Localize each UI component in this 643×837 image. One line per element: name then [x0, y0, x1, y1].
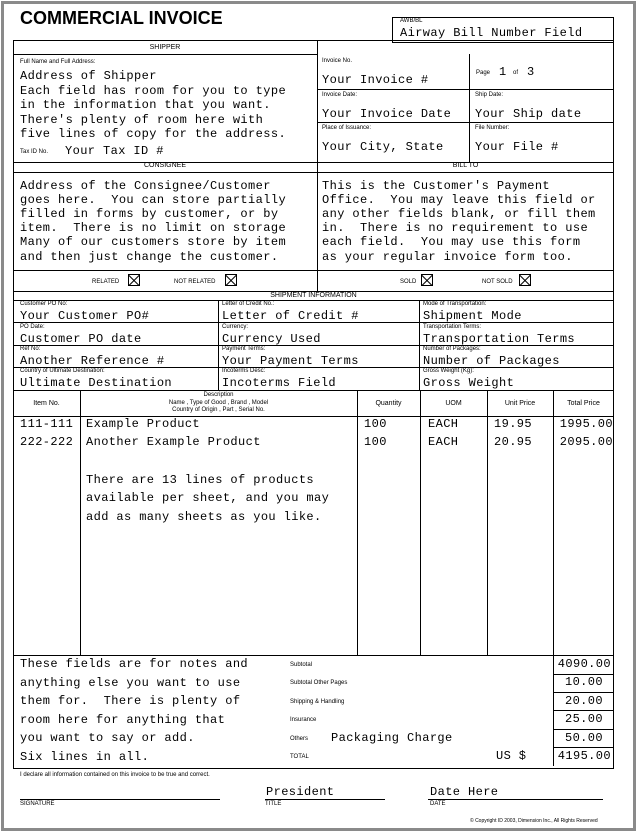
destination-field[interactable]: Ultimate Destination: [20, 376, 173, 390]
transport-terms-field[interactable]: Transportation Terms: [423, 332, 576, 346]
shipper-line-4[interactable]: There's plenty of room here with: [20, 113, 264, 127]
notes-line-3[interactable]: them for. There is plenty of: [20, 694, 241, 708]
page-label: Page: [476, 70, 491, 76]
bill-to-line-6[interactable]: as your regular invoice form too.: [322, 250, 573, 264]
shipper-label: Full Name and Full Address:: [20, 59, 96, 65]
title-label: TITLE: [265, 801, 282, 807]
currency-symbol: US $: [496, 749, 527, 763]
invoice-date-label: Invoice Date:: [322, 92, 358, 98]
row2-quantity[interactable]: 100: [364, 435, 387, 449]
related-label: RELATED: [92, 279, 120, 285]
row2-description[interactable]: Another Example Product: [86, 435, 261, 449]
row1-description[interactable]: Example Product: [86, 417, 201, 431]
row1-unit-price[interactable]: 19.95: [494, 417, 533, 431]
mode-of-transport-field[interactable]: Shipment Mode: [423, 309, 522, 323]
invoice-no-field[interactable]: Your Invoice #: [322, 73, 429, 87]
notes-line-6[interactable]: Six lines in all.: [20, 750, 150, 764]
currency-field[interactable]: Currency Used: [222, 332, 321, 346]
packages-label: Number of Packages:: [423, 346, 481, 352]
shipping-value[interactable]: 20.00: [564, 694, 603, 708]
others-label: Others: [290, 736, 309, 742]
incoterms-field[interactable]: Incoterms Field: [222, 376, 337, 390]
signature-label: SIGNATURE: [20, 801, 55, 807]
page-title: COMMERCIAL INVOICE: [20, 8, 223, 28]
col-unit-price: Unit Price: [504, 400, 536, 407]
gross-weight-label: Gross Weight (Kg):: [423, 368, 474, 374]
others-description[interactable]: Packaging Charge: [331, 731, 453, 745]
notes-line-1[interactable]: These fields are for notes and: [20, 657, 249, 671]
bill-to-line-2[interactable]: Office. You may leave this field or: [322, 193, 596, 207]
file-number-field[interactable]: Your File #: [475, 140, 559, 154]
item-note-line-2[interactable]: available per sheet, and you may: [86, 491, 330, 505]
item-note-line-1[interactable]: There are 13 lines of products: [86, 473, 315, 487]
bill-to-line-4[interactable]: in. There is no requirement to use: [322, 221, 589, 235]
consignee-line-3[interactable]: filled in forms by customer, or by: [20, 207, 279, 221]
notes-line-4[interactable]: room here for anything that: [20, 713, 226, 727]
not-sold-checkbox[interactable]: [519, 274, 531, 286]
consignee-line-4[interactable]: item. There is no limit on storage: [20, 221, 287, 235]
page-total[interactable]: 3: [527, 65, 535, 79]
shipper-header: SHIPPER: [149, 44, 181, 51]
notes-line-5[interactable]: you want to say or add.: [20, 731, 195, 745]
customer-po-field[interactable]: Your Customer PO#: [20, 309, 150, 323]
payment-terms-field[interactable]: Your Payment Terms: [222, 354, 359, 368]
tax-id-field[interactable]: Your Tax ID #: [65, 144, 164, 158]
consignee-line-1[interactable]: Address of the Consignee/Customer: [20, 179, 271, 193]
row1-uom[interactable]: EACH: [428, 417, 459, 431]
po-date-label: PO Date:: [20, 324, 45, 330]
page-of-label: of: [513, 70, 519, 76]
shipper-line-1[interactable]: Address of Shipper: [20, 69, 157, 83]
bill-to-line-1[interactable]: This is the Customer's Payment: [322, 179, 551, 193]
date-field[interactable]: Date Here: [430, 785, 499, 799]
insurance-value[interactable]: 25.00: [564, 712, 603, 726]
col-description-line-2: Name , Type of Good , Brand , Model: [168, 400, 269, 406]
declaration-text: I declare all information contained on this invoice to be true and correct.: [20, 772, 210, 778]
other-pages-value[interactable]: 10.00: [564, 675, 603, 689]
place-label: Place of Issuance:: [322, 125, 372, 131]
col-quantity: Quantity: [375, 400, 402, 407]
transport-terms-label: Transportation Terms:: [423, 324, 482, 330]
file-number-label: File Number:: [475, 125, 510, 131]
title-field[interactable]: President: [266, 785, 335, 799]
col-description: Description: [203, 392, 234, 398]
page-number[interactable]: 1: [499, 65, 507, 79]
consignee-line-6[interactable]: and then just change the customer.: [20, 250, 279, 264]
date-label: DATE: [430, 801, 446, 807]
shipper-line-5[interactable]: five lines of copy for the address.: [20, 127, 287, 141]
bill-to-line-5[interactable]: each field. You may use this form: [322, 235, 581, 249]
subtotal-value[interactable]: 4090.00: [557, 657, 611, 671]
row1-item-no[interactable]: 111-111: [20, 417, 74, 431]
currency-label: Currency:: [222, 324, 249, 330]
row2-unit-price[interactable]: 20.95: [494, 435, 533, 449]
row2-uom[interactable]: EACH: [428, 435, 459, 449]
awb-field[interactable]: Airway Bill Number Field: [400, 26, 583, 40]
shipper-line-2[interactable]: Each field has room for you to type: [20, 84, 287, 98]
copyright-text: © Copyright ID 2003, Dimension Inc., All Rights Reserved: [470, 818, 598, 824]
invoice-no-label: Invoice No.: [322, 58, 353, 64]
bill-to-header: BILL TO: [452, 162, 479, 169]
packages-field[interactable]: Number of Packages: [423, 354, 560, 368]
sold-label: SOLD: [400, 279, 417, 285]
place-field[interactable]: Your City, State: [322, 140, 444, 154]
awb-label: AWB/BL: [400, 18, 423, 24]
shipper-line-3[interactable]: in the information that you want.: [20, 98, 271, 112]
destination-label: Country of Ultimate Destination:: [20, 368, 105, 374]
col-total-price: Total Price: [567, 400, 600, 407]
ref-no-label: Ref No:: [20, 346, 41, 352]
shipping-label: Shipping & Handling: [290, 699, 345, 705]
total-label: TOTAL: [290, 754, 309, 760]
tax-id-label: Tax ID No.: [20, 149, 49, 155]
consignee-header: CONSIGNEE: [143, 162, 186, 169]
col-uom: UOM: [445, 400, 462, 407]
incoterms-label: Incoterms Desc:: [222, 368, 266, 374]
customer-po-label: Customer PO No:: [20, 301, 68, 307]
insurance-label: Insurance: [290, 717, 317, 723]
bill-to-line-3[interactable]: any other fields blank, or fill them: [322, 207, 596, 221]
other-pages-label: Subtotal Other Pages: [290, 680, 348, 686]
not-related-checkbox[interactable]: [225, 274, 237, 286]
consignee-line-2[interactable]: goes here. You can store partially: [20, 193, 287, 207]
notes-line-2[interactable]: anything else you want to use: [20, 676, 241, 690]
row2-item-no[interactable]: 222-222: [20, 435, 74, 449]
ship-date-field[interactable]: Your Ship date: [475, 107, 582, 121]
row2-total-price[interactable]: 2095.00: [559, 435, 613, 449]
related-checkbox[interactable]: [128, 274, 140, 286]
po-date-field[interactable]: Customer PO date: [20, 332, 142, 346]
payment-terms-label: Payment Terms:: [222, 346, 266, 352]
item-note-line-3[interactable]: add as many sheets as you like.: [86, 510, 322, 524]
consignee-line-5[interactable]: Many of our customers store by item: [20, 235, 287, 249]
ref-no-field[interactable]: Another Reference #: [20, 354, 165, 368]
not-related-label: NOT RELATED: [174, 279, 216, 285]
col-item-no: Item No.: [33, 400, 60, 407]
ship-date-label: Ship Date:: [475, 92, 504, 98]
letter-of-credit-label: Letter of Credit No.:: [222, 301, 275, 307]
gross-weight-field[interactable]: Gross Weight: [423, 376, 515, 390]
row1-quantity[interactable]: 100: [364, 417, 387, 431]
not-sold-label: NOT SOLD: [482, 279, 513, 285]
col-description-line-3: Country of Origin , Part , Serial No.: [172, 407, 265, 413]
subtotal-label: Subtotal: [290, 662, 313, 668]
row1-total-price[interactable]: 1995.00: [559, 417, 613, 431]
letter-of-credit-field[interactable]: Letter of Credit #: [222, 309, 359, 323]
shipment-header: SHIPMENT INFORMATION: [270, 292, 357, 299]
mode-of-transport-label: Mode of Transportation:: [423, 301, 487, 307]
invoice-date-field[interactable]: Your Invoice Date: [322, 107, 452, 121]
total-value[interactable]: 4195.00: [557, 749, 611, 763]
sold-checkbox[interactable]: [421, 274, 433, 286]
others-value[interactable]: 50.00: [564, 731, 603, 745]
